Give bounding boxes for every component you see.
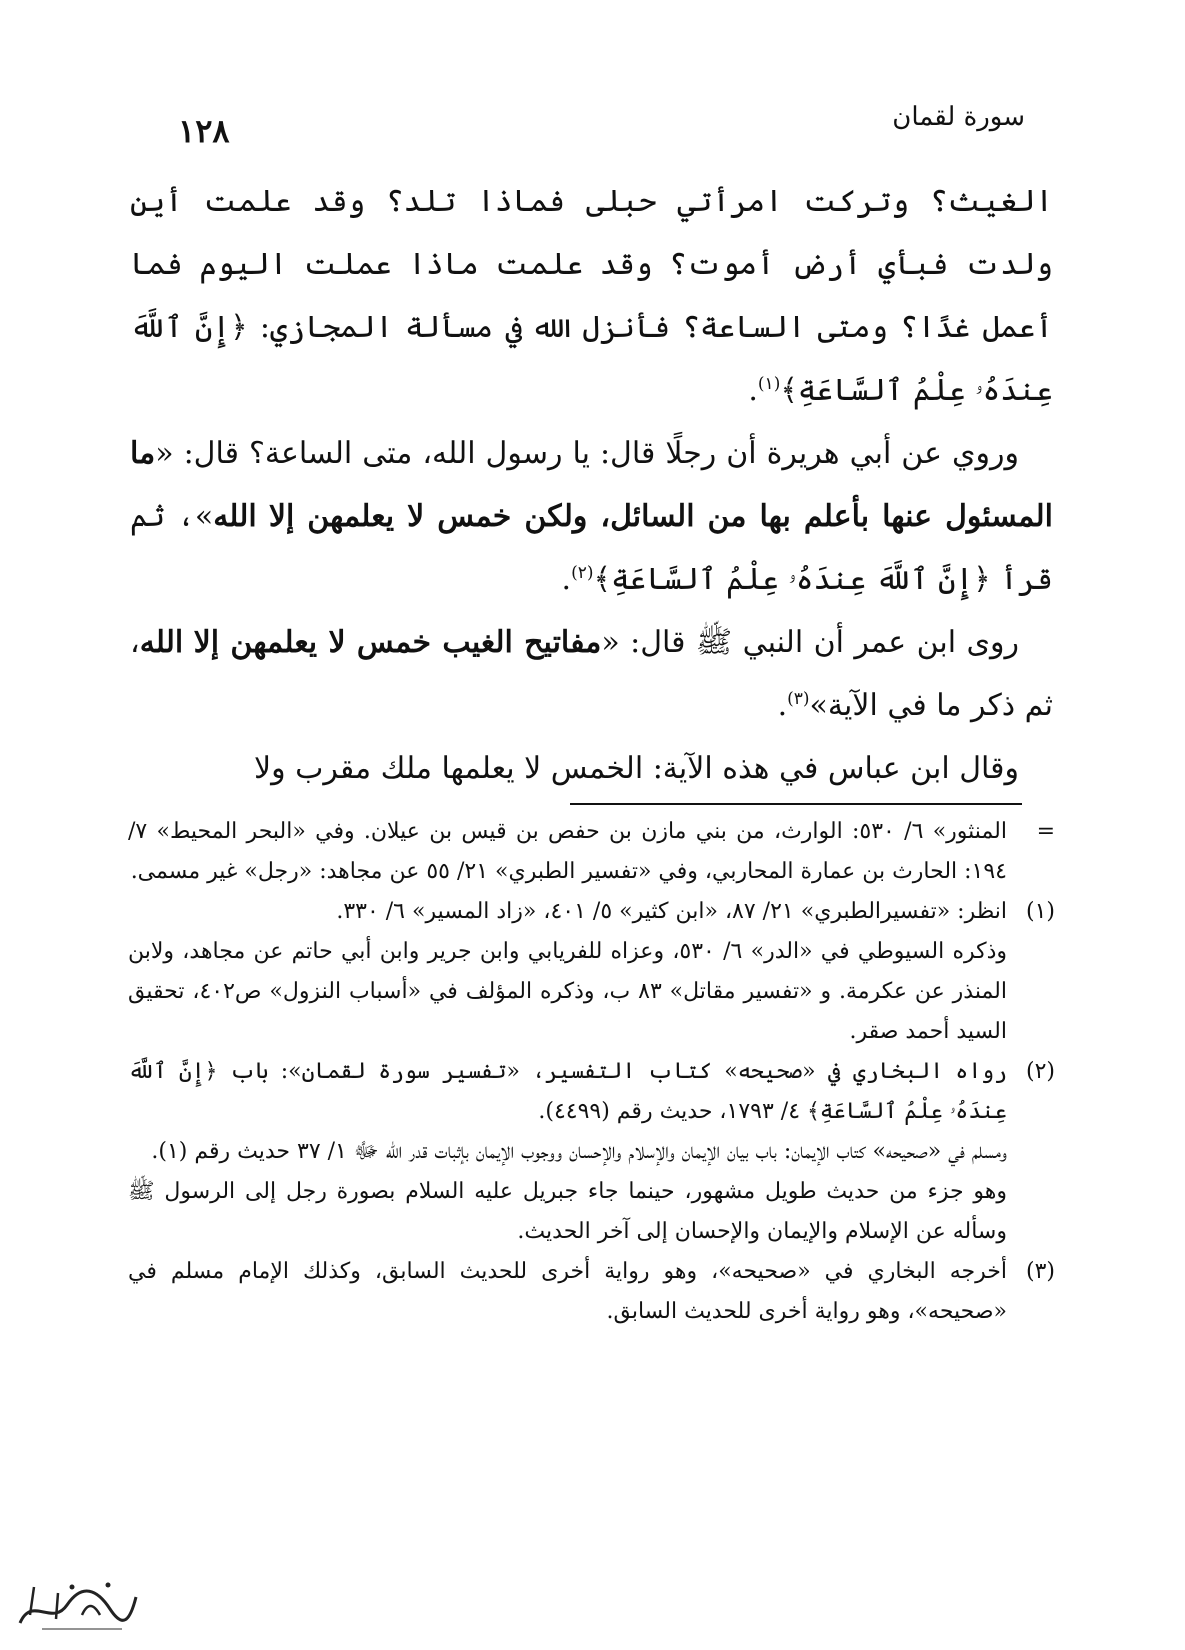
text-line: قال: «: [155, 436, 239, 471]
footnote-3: [128, 1252, 1055, 1332]
footnote-divider: [570, 803, 1022, 805]
note-line: ووجوب الإيمان بإثبات قدر الله ﷻ ١/ ٣٧ حديث رقم (١).: [151, 1139, 563, 1164]
footnote-marker: (٢): [1025, 1059, 1055, 1084]
hadith-text: الله: [213, 499, 257, 534]
paragraph-3: [130, 611, 1053, 737]
publisher-logo-stamp: [12, 1575, 142, 1635]
text-line: وقال ابن عباس في هذه الآية: الخمس لا يعلمها ملك مقرب ولا: [253, 751, 1019, 786]
hadith-text: مفاتيح الغيب خمس لا يعلمهن إلا: [193, 625, 602, 660]
footnotes: [128, 812, 1055, 1332]
text-line: وروي عن أبي هريرة أن رجلًا قال: يا رسول الله، متى الساعة؟: [248, 436, 1019, 471]
text-line: أموت؟ وقد علمت ماذا عملت اليوم فما أعمل غدًا؟ ومتى الساعة؟ فأنزل: [130, 247, 1053, 345]
text-line: الله في مسألة المجازي: ﴿إِنَّ ٱللَّهَ عِندَهُۥ عِلْمُ ٱلسَّاعَةِ﴾: [130, 310, 1053, 408]
note-line: انظر: «تفسيرالطبري» ٢١/ ٨٧، «ابن كثير» ٥/ ٤٠١، «زاد المسير» ٦/ ٣٣٠.: [336, 899, 1007, 924]
running-title: سورة لقمان: [892, 102, 1025, 132]
paragraph-1: [130, 170, 1053, 422]
footnote-1: [128, 892, 1055, 1052]
paragraph-2: [130, 422, 1053, 611]
note-line: وذكره السيوطي في «الدر» ٦/ ٥٣٠، وعزاه للفريابي وابن جرير وابن أبي حاتم عن: [253, 939, 1007, 964]
note-line: «أسباب النزول» ص٤٠٢، تحقيق السيد أحمد صقر.: [128, 979, 1007, 1044]
page-number: ١٢٨: [178, 112, 230, 150]
text-line: ، ثم ذكر ما في الآية»: [130, 625, 1053, 723]
footnote-ref: (١): [757, 374, 781, 394]
note-line: ومسلم في «صحيحه» كتاب الإيمان: باب بيان الإيمان والإسلام والإحسان: [569, 1139, 1007, 1164]
note-line: ٢١/ ٥٥ عن مجاهد: «رجل» غير مسمى.: [130, 859, 489, 884]
note-line: وهو جزء من حديث طويل مشهور، حينما جاء جبريل عليه السلام بصورة رجل إلى: [244, 1179, 1007, 1204]
note-line: مجاهد، ولابن المنذر عن عكرمة. و «تفسير مقاتل» ٨٣ ب، وذكره المؤلف في: [128, 939, 1007, 1004]
main-text: [130, 170, 1053, 800]
text-line: »، ثم قرأ ﴿إِنَّ ٱللَّهَ عِندَهُۥ عِلْمُ ٱلسَّاعَةِ﴾: [130, 499, 1053, 597]
text-punct: .: [561, 562, 572, 597]
paragraph-4: [130, 737, 1053, 800]
note-line: الرسول ﷺ وسأله عن الإسلام والإيمان والإحسان إلى آخر الحديث.: [128, 1179, 1007, 1244]
footnote-ref: (٣): [787, 689, 810, 709]
note-line: رواه البخاري في «صحيحه» كتاب التفسير، «تفسير سورة لقمان»: باب ﴿إِنَّ ٱللَّهَ: [128, 1059, 1007, 1084]
text-line: الغيث؟ وتركت امرأتي حبلى فماذا تلد؟ وقد علمت أين ولدت فبأي أرض: [130, 184, 1053, 282]
footnote-2: [128, 1052, 1055, 1252]
footnote-ref: (٢): [571, 563, 594, 583]
page-header: [150, 96, 1035, 156]
note-line: «البحر المحيط» ٧/ ١٩٤: الحارث بن عمارة المحاربي، وفي «تفسير الطبري»: [128, 819, 1007, 884]
footnote-marker: (٣): [1025, 1259, 1055, 1284]
footnote-continued: [128, 812, 1055, 892]
hadith-text: الله: [139, 625, 184, 660]
footnote-marker: =: [1036, 819, 1055, 844]
text-punct: .: [777, 688, 788, 723]
note-line: أخرجه البخاري في «صحيحه»، وهو رواية أخرى للحديث السابق، وكذلك الإمام: [238, 1259, 1007, 1284]
text-line: روى ابن عمر أن النبي ﷺ قال: «: [601, 625, 1019, 660]
note-line: عِندَهُۥ عِلْمُ ٱلسَّاعَةِ﴾ ٤/ ١٧٩٣، حديث رقم (٤٤٩٩).: [538, 1099, 1007, 1124]
note-line: المنثور» ٦/ ٥٣٠: الوارث، من بني مازن بن حفص بن قيس بن عيلان. وفي: [315, 819, 1007, 844]
text-punct: .: [748, 373, 758, 408]
footnote-marker: (١): [1025, 899, 1055, 924]
hadith-text: ما المسئول عنها بأعلم بها من السائل، ولكن خمس لا يعلمهن إلا: [130, 436, 1053, 534]
note-line: مسلم في «صحيحه»، وهو رواية أخرى للحديث السابق.: [128, 1259, 1007, 1324]
